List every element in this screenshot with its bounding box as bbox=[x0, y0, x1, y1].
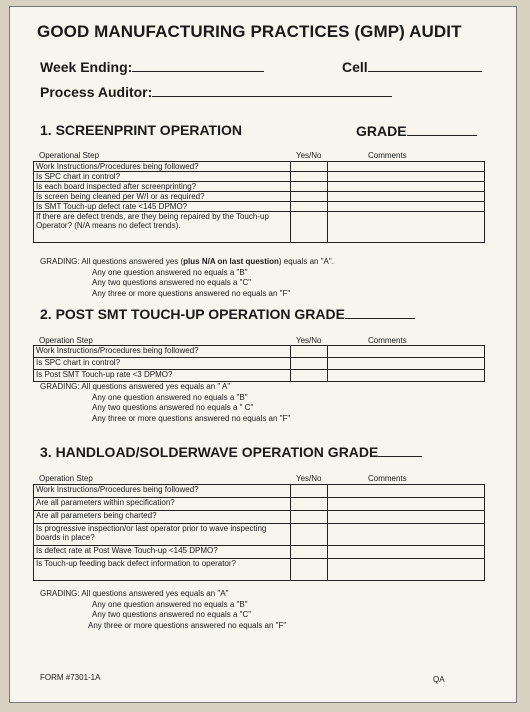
yesno-cell[interactable] bbox=[291, 212, 328, 243]
week-ending-field bbox=[40, 58, 264, 75]
section1-heading: 1. SCREENPRINT OPERATION bbox=[40, 122, 242, 138]
section1-grade bbox=[356, 122, 477, 139]
grading-prefix: GRADING: All questions answered yes ( bbox=[40, 257, 184, 266]
comments-cell[interactable] bbox=[328, 546, 485, 559]
table-row bbox=[34, 559, 485, 581]
comments-cell[interactable] bbox=[328, 172, 485, 182]
yesno-cell[interactable] bbox=[291, 192, 328, 202]
section2-col-step: Operation Step bbox=[39, 336, 93, 345]
grading-line: Any two questions answered no equals a "C" bbox=[92, 278, 252, 287]
table-row bbox=[34, 212, 485, 243]
yesno-cell[interactable] bbox=[291, 546, 328, 559]
yesno-cell[interactable] bbox=[291, 524, 328, 546]
comments-cell[interactable] bbox=[328, 358, 485, 370]
cell-label: Cell bbox=[342, 59, 368, 75]
section3-grade-input[interactable] bbox=[378, 443, 422, 457]
section2-grade-input[interactable] bbox=[345, 305, 415, 319]
question-cell: Are all parameters within specification? bbox=[34, 498, 291, 511]
grading-line: Any three or more questions answered no equals an "F" bbox=[92, 413, 291, 423]
table-row bbox=[34, 162, 485, 172]
comments-cell[interactable] bbox=[328, 162, 485, 172]
table-row bbox=[34, 358, 485, 370]
grading-line: Any two questions answered no equals a "C" bbox=[92, 610, 252, 619]
form-title: GOOD MANUFACTURING PRACTICES (GMP) AUDIT bbox=[37, 22, 462, 41]
section1-col-comments: Comments bbox=[368, 151, 407, 160]
week-ending-label: Week Ending: bbox=[40, 59, 133, 75]
comments-cell[interactable] bbox=[328, 212, 485, 243]
grading-line: Any three or more questions answered no equals an "F" bbox=[92, 288, 291, 298]
section3-col-step: Operation Step bbox=[39, 474, 93, 483]
grading-line: GRADING: All questions answered yes equals an "A" bbox=[40, 589, 229, 598]
comments-cell[interactable] bbox=[328, 202, 485, 212]
comments-cell[interactable] bbox=[328, 524, 485, 546]
table-row bbox=[34, 485, 485, 498]
comments-cell[interactable] bbox=[328, 370, 485, 382]
yesno-cell[interactable] bbox=[291, 370, 328, 382]
section3-grading bbox=[40, 589, 286, 631]
section1-col-step: Operational Step bbox=[39, 151, 100, 160]
process-auditor-label: Process Auditor: bbox=[40, 84, 153, 100]
comments-cell[interactable] bbox=[328, 498, 485, 511]
question-cell: Work Instructions/Procedures being followed? bbox=[34, 346, 291, 358]
section2-heading-text: 2. POST SMT TOUCH-UP OPERATION GRADE bbox=[40, 306, 345, 322]
question-cell: Is SMT Touch-up defect rate <145 DPMO? bbox=[34, 202, 291, 212]
grading-suffix: ) equals an "A". bbox=[278, 257, 334, 266]
question-cell: Is Touch-up feeding back defect information to operator? bbox=[34, 559, 291, 581]
question-cell: Is each board inspected after screenprinting? bbox=[34, 182, 291, 192]
table-row bbox=[34, 182, 485, 192]
grading-line: Any one question answered no equals a "B" bbox=[92, 599, 248, 609]
table-row bbox=[34, 202, 485, 212]
section3-heading-text: 3. HANDLOAD/SOLDERWAVE OPERATION GRADE bbox=[40, 444, 379, 460]
yesno-cell[interactable] bbox=[291, 358, 328, 370]
yesno-cell[interactable] bbox=[291, 172, 328, 182]
section2-table bbox=[33, 345, 485, 382]
question-cell: Work Instructions/Procedures being followed? bbox=[34, 485, 291, 498]
yesno-cell[interactable] bbox=[291, 202, 328, 212]
process-auditor-field bbox=[40, 83, 392, 100]
table-row bbox=[34, 546, 485, 559]
qa-label: QA bbox=[433, 675, 445, 684]
process-auditor-input[interactable] bbox=[152, 83, 392, 97]
grading-bold: plus N/A on last question bbox=[183, 257, 279, 266]
grading-line: Any one question answered no equals a "B" bbox=[92, 392, 248, 402]
section1-table bbox=[33, 161, 485, 243]
section1-grade-label: GRADE bbox=[356, 123, 407, 139]
question-cell: Is SPC chart in control? bbox=[34, 358, 291, 370]
question-cell: Is screen being cleaned per W/I or as required? bbox=[34, 192, 291, 202]
table-row bbox=[34, 172, 485, 182]
table-row bbox=[34, 346, 485, 358]
yesno-cell[interactable] bbox=[291, 182, 328, 192]
grading-line: Any one question answered no equals a "B" bbox=[92, 267, 248, 277]
comments-cell[interactable] bbox=[328, 192, 485, 202]
question-cell: Work Instructions/Procedures being followed? bbox=[34, 162, 291, 172]
yesno-cell[interactable] bbox=[291, 346, 328, 358]
cell-field bbox=[342, 58, 482, 75]
table-row bbox=[34, 498, 485, 511]
yesno-cell[interactable] bbox=[291, 511, 328, 524]
table-row bbox=[34, 192, 485, 202]
form-number: FORM #7301-1A bbox=[40, 673, 101, 682]
comments-cell[interactable] bbox=[328, 511, 485, 524]
yesno-cell[interactable] bbox=[291, 162, 328, 172]
section1-col-yesno: Yes/No bbox=[296, 151, 322, 160]
question-cell: Are all parameters being charted? bbox=[34, 511, 291, 524]
section3-table bbox=[33, 484, 485, 581]
yesno-cell[interactable] bbox=[291, 559, 328, 581]
comments-cell[interactable] bbox=[328, 485, 485, 498]
section3-col-yesno: Yes/No bbox=[296, 474, 322, 483]
question-cell: Is Post SMT Touch-up rate <3 DPMO? bbox=[34, 370, 291, 382]
grading-line: GRADING: All questions answered yes equals an " A" bbox=[40, 382, 231, 391]
table-row bbox=[34, 511, 485, 524]
week-ending-input[interactable] bbox=[132, 58, 264, 72]
yesno-cell[interactable] bbox=[291, 485, 328, 498]
grading-line: Any three or more questions answered no equals an "F" bbox=[88, 620, 287, 630]
yesno-cell[interactable] bbox=[291, 498, 328, 511]
table-row bbox=[34, 524, 485, 546]
table-row bbox=[34, 370, 485, 382]
section2-grading bbox=[40, 382, 290, 424]
question-cell: Is progressive inspection/or last operator prior to wave inspecting boards in place? bbox=[34, 524, 291, 546]
section3-col-comments: Comments bbox=[368, 474, 407, 483]
section1-grade-input[interactable] bbox=[407, 122, 477, 136]
comments-cell[interactable] bbox=[328, 346, 485, 358]
question-cell: If there are defect trends, are they being repaired by the Touch-up Operator? (N/A means no defect trends). bbox=[34, 212, 291, 243]
section3-heading bbox=[40, 443, 422, 460]
question-cell: Is SPC chart in control? bbox=[34, 172, 291, 182]
section2-heading bbox=[40, 305, 415, 322]
question-cell: Is defect rate at Post Wave Touch-up <145 DPMO? bbox=[34, 546, 291, 559]
section2-col-yesno: Yes/No bbox=[296, 336, 322, 345]
cell-input[interactable] bbox=[368, 58, 482, 72]
comments-cell[interactable] bbox=[328, 182, 485, 192]
section2-col-comments: Comments bbox=[368, 336, 407, 345]
comments-cell[interactable] bbox=[328, 559, 485, 581]
section1-grading bbox=[40, 257, 334, 299]
section1-grading-line-0 bbox=[40, 257, 334, 268]
grading-line: Any two questions answered no equals a " C" bbox=[92, 403, 254, 412]
